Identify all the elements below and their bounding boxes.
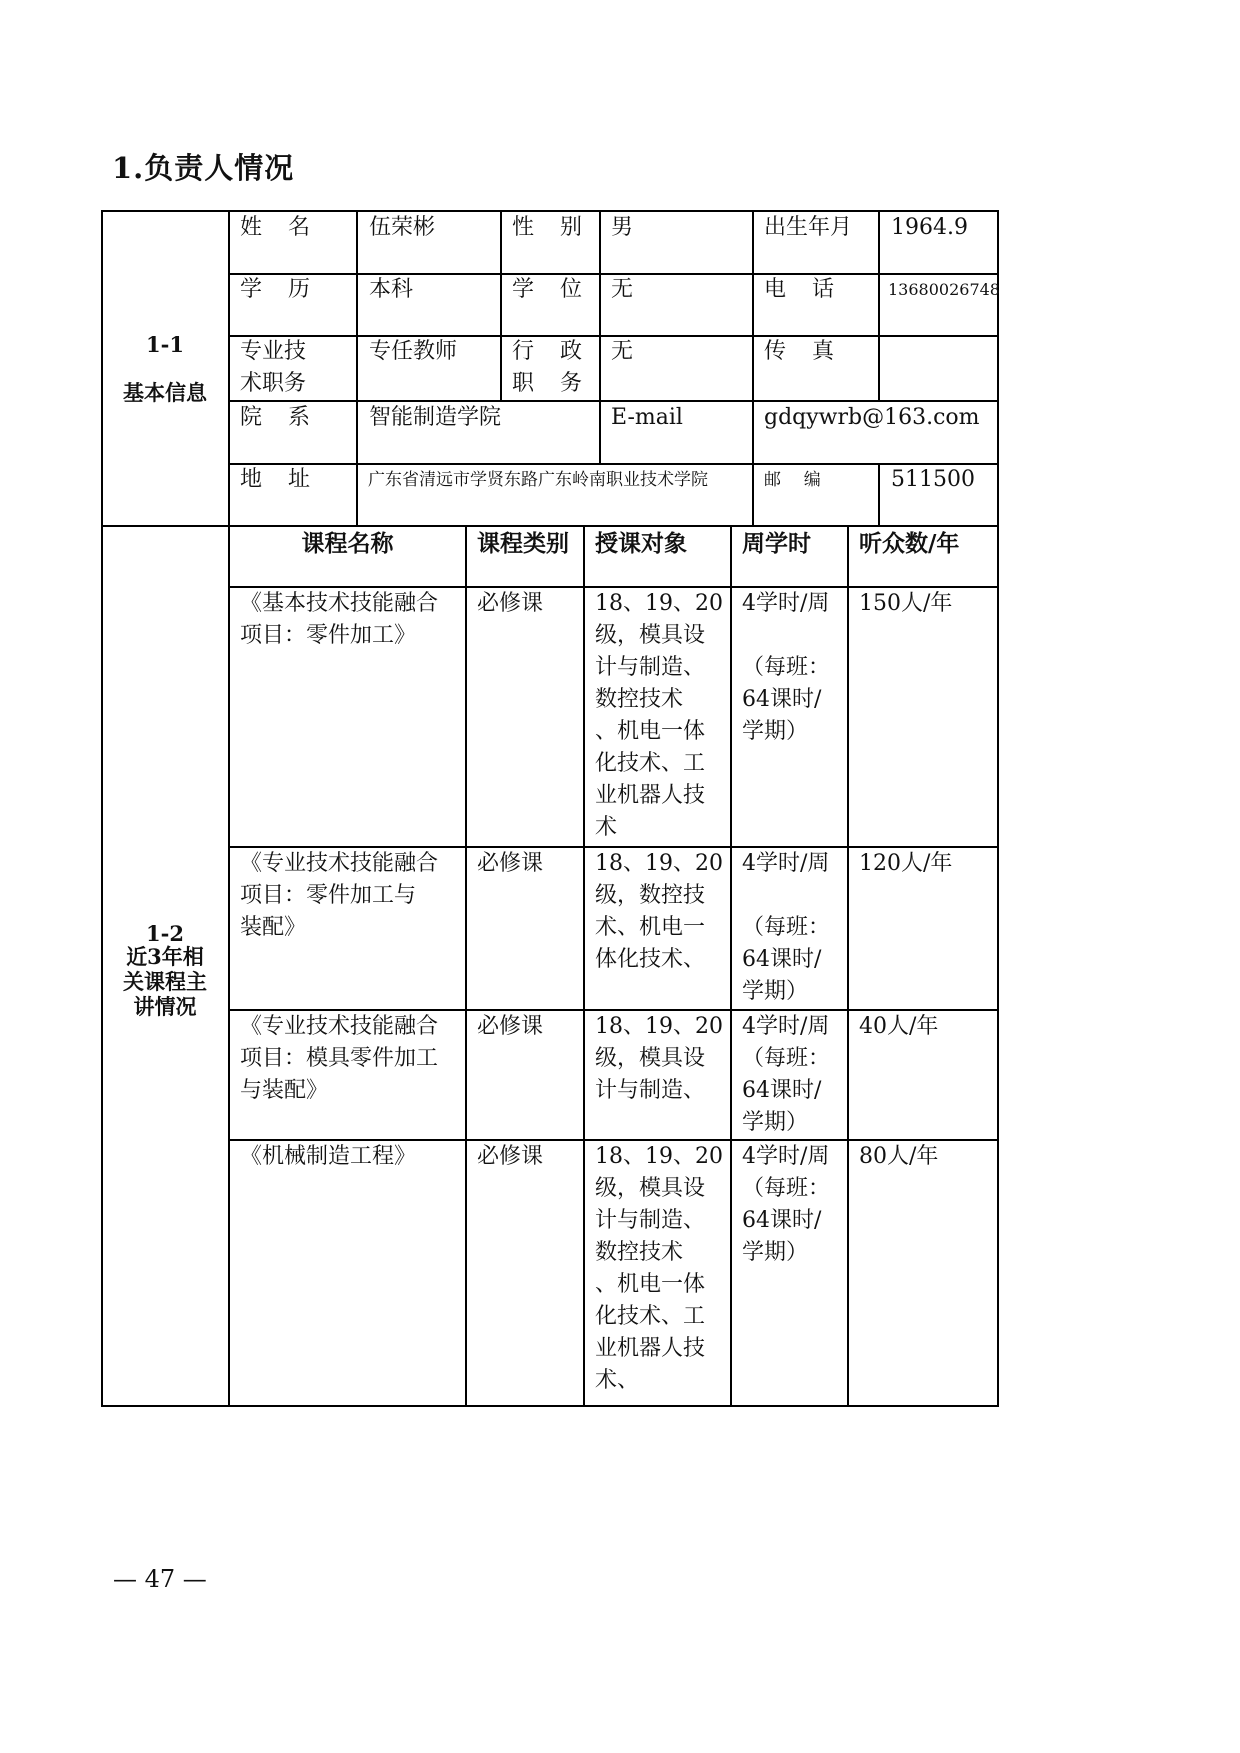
header-target: 授课对象 [595, 530, 687, 557]
course-name: 《专业技术技能融合 项目：模具零件加工 与装配》 [240, 1014, 439, 1103]
basic-info-code: 1-1 [146, 332, 184, 357]
admin-label: 行 政 职 务 [512, 339, 586, 396]
title-value: 专任教师 [369, 339, 458, 364]
header-audience: 听众数/年 [859, 530, 960, 557]
basic-info-label: 基本信息 [123, 380, 207, 405]
course-type: 必修课 [477, 1144, 544, 1169]
course-audience: 120人/年 [859, 851, 953, 876]
header-weekly-hours: 周学时 [742, 530, 811, 557]
phone-value: 13680026748 [888, 280, 1000, 299]
email-value: gdqywrb@163.com [764, 405, 980, 430]
birth-label: 出生年月 [764, 215, 853, 240]
courses-label: 近3年相 关课程主 讲情况 [123, 944, 207, 1019]
course-hours: 4学时/周 （每班： 64课时/ 学期） [742, 851, 831, 1004]
edu-value: 本科 [369, 277, 414, 302]
course-audience: 150人/年 [859, 591, 953, 616]
course-name: 《基本技术技能融合 项目：零件加工》 [240, 591, 439, 648]
postcode-value: 511500 [891, 467, 975, 492]
course-name: 《机械制造工程》 [240, 1144, 417, 1169]
address-value: 广东省清远市学贤东路广东岭南职业技术学院 [368, 470, 708, 490]
page-number: — 47 — [113, 1565, 207, 1593]
postcode-label: 邮 编 [764, 470, 825, 490]
course-target: 18、19、20 级，模具设 计与制造、 [595, 1014, 723, 1103]
degree-label: 学 位 [512, 277, 586, 302]
email-label: E-mail [611, 405, 683, 430]
course-type: 必修课 [477, 591, 544, 616]
course-type: 必修课 [477, 851, 544, 876]
edu-label: 学 历 [240, 277, 314, 302]
gender-value: 男 [611, 215, 634, 240]
course-hours: 4学时/周 （每班： 64课时/ 学期） [742, 1144, 831, 1265]
name-label: 姓 名 [240, 215, 314, 240]
course-audience: 80人/年 [859, 1144, 939, 1169]
course-target: 18、19、20 级，数控技 术、机电一 体化技术、 [595, 851, 723, 972]
course-audience: 40人/年 [859, 1014, 939, 1039]
header-course-type: 课程类别 [477, 530, 569, 557]
title-label: 专业技 术职务 [240, 339, 307, 396]
admin-value: 无 [611, 339, 634, 364]
birth-value: 1964.9 [891, 215, 968, 240]
dept-value: 智能制造学院 [369, 405, 502, 430]
course-hours: 4学时/周 （每班： 64课时/ 学期） [742, 1014, 831, 1135]
course-name: 《专业技术技能融合 项目：零件加工与 装配》 [240, 851, 439, 940]
courses-code: 1-2 [146, 921, 184, 946]
gender-label: 性 别 [512, 215, 586, 240]
name-value: 伍荣彬 [369, 215, 436, 240]
section-title: 1.负责人情况 [112, 151, 295, 185]
course-hours: 4学时/周 （每班： 64课时/ 学期） [742, 591, 831, 744]
course-target: 18、19、20 级，模具设 计与制造、 数控技术 、机电一体 化技术、工 业机器人技 术、 [595, 1144, 723, 1393]
address-label: 地 址 [240, 467, 314, 492]
degree-value: 无 [611, 277, 634, 302]
course-type: 必修课 [477, 1014, 544, 1039]
course-target: 18、19、20 级，模具设 计与制造、 数控技术 、机电一体 化技术、工 业机器人技 术 [595, 591, 723, 840]
fax-label: 传 真 [764, 339, 838, 364]
header-course-name: 课程名称 [301, 530, 394, 557]
dept-label: 院 系 [240, 405, 314, 430]
phone-label: 电 话 [764, 277, 838, 302]
